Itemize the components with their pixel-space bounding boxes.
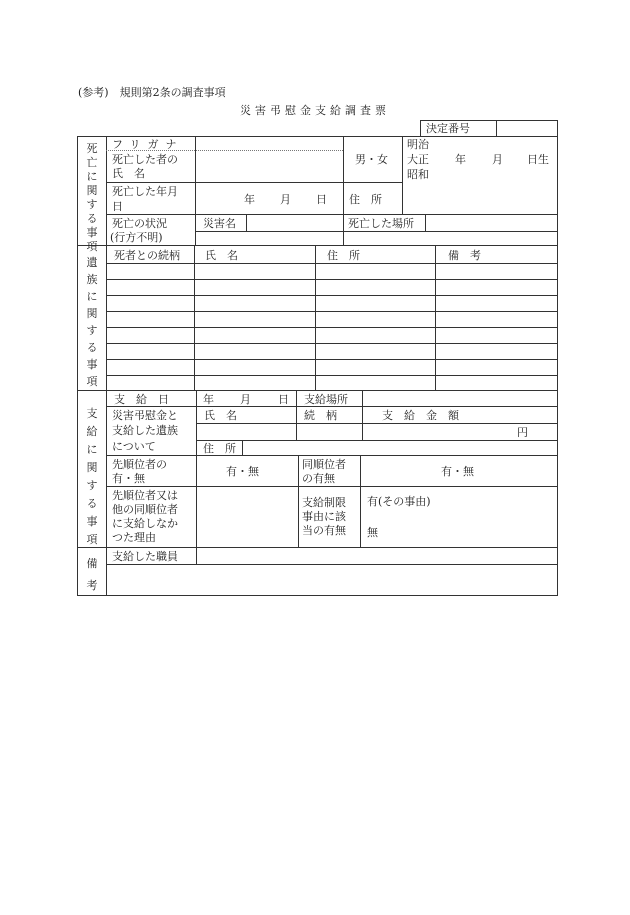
era-meiji[interactable]: 明治 [407,138,429,151]
reason-label-3: に支給しなか [112,517,178,530]
reason-field[interactable] [199,489,295,544]
payment-place-field[interactable] [365,392,553,405]
survivor-section-heading: 遺 族 に 関 す る 事 項 [86,256,98,388]
same-rank-label-1: 同順位者 [302,458,346,471]
payment-year-unit: 年 [203,393,214,406]
furigana-field[interactable] [200,138,340,150]
reason-label-1: 先順位者又は [112,489,178,502]
table-row[interactable] [108,345,554,358]
recipient-address-field[interactable] [245,442,553,454]
death-place-label: 死亡した場所 [348,217,414,230]
death-date-label-1: 死亡した年月 [112,185,178,198]
deceased-name-label-2: 氏 名 [112,167,145,180]
payment-month-unit: 月 [240,393,251,406]
same-rank-select[interactable]: 有・無 [441,465,474,478]
death-date-label-2: 日 [112,200,123,213]
restriction-label-3: 当の有無 [302,524,346,537]
death-day-unit: 日 [316,193,327,206]
decision-number-label: 決定番号 [426,122,470,135]
table-row[interactable] [108,281,554,294]
same-rank-label-2: の有無 [302,472,335,485]
remarks-field[interactable] [109,566,554,592]
recipient-label-3: について [112,440,156,453]
table-row[interactable] [108,329,554,342]
table-row[interactable] [108,377,554,389]
recipient-label-2: 支給した遺族 [112,424,178,437]
death-month-unit: 月 [280,193,291,206]
table-row[interactable] [108,297,554,310]
col-address: 住 所 [327,249,360,262]
disaster-name-label: 災害名 [203,217,236,230]
yen-unit: 円 [517,426,528,439]
era-taisho[interactable]: 大正 [407,153,429,166]
payment-date-label: 支 給 日 [114,393,169,406]
recipient-name-label: 氏 名 [204,409,237,422]
reference-note: (参考) 規則第2条の調査事項 [78,86,226,99]
table-row[interactable] [108,361,554,374]
recipient-address-label: 住 所 [203,442,236,455]
payment-place-label: 支給場所 [304,393,348,406]
remarks-section-heading: 備 考 [86,557,98,592]
disaster-name-field[interactable] [249,216,341,230]
staff-label: 支給した職員 [112,550,178,563]
priority-label-2: 有・無 [112,472,145,485]
form-title: 災害弔慰金支給調査票 [240,104,390,117]
restriction-no-option[interactable]: 無 [367,526,378,539]
col-relation: 死者との続柄 [114,249,180,262]
death-status-label-1: 死亡の状況 [112,217,167,230]
recipient-relation-label: 続 柄 [304,409,337,422]
birth-month-unit: 月 [492,153,503,166]
death-year-unit: 年 [244,193,255,206]
furigana-label: フリガナ [112,138,184,151]
col-name: 氏 名 [205,249,238,262]
era-showa[interactable]: 昭和 [407,168,429,181]
staff-field[interactable] [199,549,554,563]
deceased-address-label: 住 所 [349,193,382,206]
priority-select[interactable]: 有・無 [226,465,259,478]
deceased-name-label-1: 死亡した者の [112,153,178,166]
restriction-label-2: 事由に該 [302,510,346,523]
payment-day-unit: 日 [278,393,289,406]
deceased-address-field[interactable] [404,186,554,212]
payment-section-heading: 支 給 に 関 す る 事 項 [86,407,98,546]
death-status-label-2: (行方不明) [110,231,163,244]
payment-amount-label: 支 給 金 額 [382,409,459,422]
deceased-name-field[interactable] [200,153,340,181]
recipient-label-1: 災害弔慰金と [112,409,178,422]
table-row[interactable] [108,313,554,326]
recipient-name-field[interactable] [199,425,294,438]
death-section-heading: 死 亡 に 関 す る 事 項 [86,142,98,253]
sex-select[interactable]: 男・女 [355,153,388,166]
table-row[interactable] [108,265,554,278]
payment-amount-field[interactable] [365,425,515,438]
birth-year-unit: 年 [455,153,466,166]
birth-day-unit: 日生 [527,153,549,166]
restriction-label-1: 支給制限 [302,496,346,509]
col-remarks: 備 考 [448,249,481,262]
reason-label-4: つた理由 [112,531,156,544]
restriction-yes-option[interactable]: 有(その事由) [367,495,431,508]
recipient-relation-field[interactable] [299,425,359,438]
death-place-field[interactable] [428,216,554,230]
priority-label-1: 先順位者の [112,458,167,471]
reason-label-2: 他の同順位者 [112,503,178,516]
